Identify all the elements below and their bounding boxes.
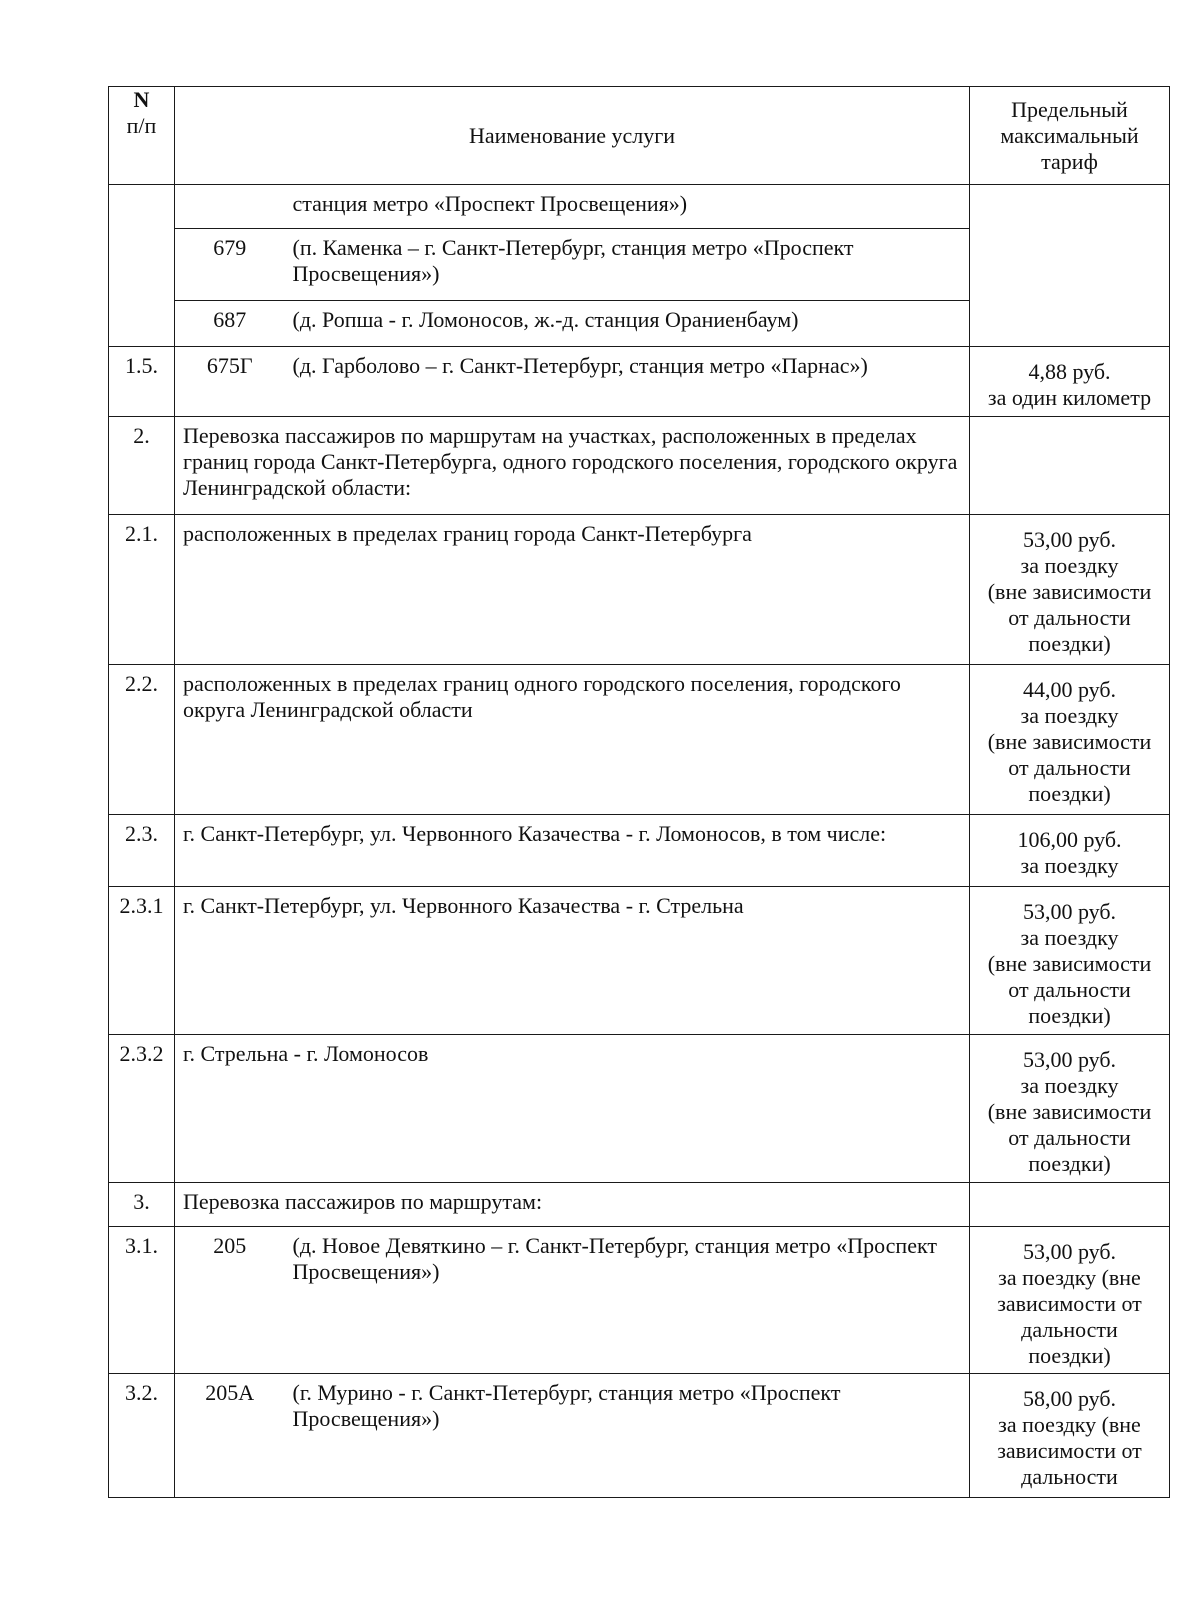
num-cell: 3. — [109, 1183, 175, 1227]
table-row — [109, 1183, 1170, 1227]
num-cell: 2.3.2 — [109, 1035, 175, 1183]
price-cell — [970, 347, 1170, 417]
price-unit: за поездку — [1020, 703, 1119, 728]
price-note: от дальности — [1008, 1125, 1131, 1150]
price-unit: за поездку — [1020, 925, 1119, 950]
route-cell: 205 — [175, 1227, 285, 1374]
desc-cell: г. Санкт-Петербург, ул. Червонного Казачества - г. Стрельна — [175, 887, 970, 1035]
desc-cell: станция метро «Проспект Просвещения») — [285, 185, 970, 229]
header-number — [109, 87, 175, 185]
price-unit: за поездку (вне — [998, 1412, 1141, 1437]
price-value: 53,00 руб. — [1022, 899, 1117, 924]
price-cell — [970, 815, 1170, 887]
price-note: поездки) — [1028, 1343, 1111, 1368]
price-cell — [970, 515, 1170, 665]
header-price-line2: максимальный — [1000, 122, 1139, 148]
header-price-line3: тариф — [1041, 148, 1098, 174]
price-value: 53,00 руб. — [1022, 1239, 1117, 1264]
price-note: (вне зависимости — [987, 729, 1152, 754]
route-cell: 679 — [175, 229, 285, 301]
price-value: 58,00 руб. — [1022, 1386, 1117, 1411]
price-cell-empty — [970, 1183, 1170, 1227]
table-row — [109, 887, 1170, 1035]
desc-cell: Перевозка пассажиров по маршрутам на участках, расположенных в пределах границ города Санкт-Петербурга, одного городского поселения, городского округа Ленинградской области: — [175, 417, 970, 515]
price-note: (вне зависимости — [987, 1099, 1152, 1124]
price-note: зависимости от — [997, 1291, 1142, 1316]
price-note: поездки) — [1028, 1151, 1111, 1176]
desc-cell: (п. Каменка – г. Санкт-Петербург, станция метро «Проспект Просвещения») — [285, 229, 970, 301]
price-note: (вне зависимости — [987, 579, 1152, 604]
desc-cell: г. Санкт-Петербург, ул. Червонного Казачества - г. Ломоносов, в том числе: — [175, 815, 970, 887]
num-cell: 2.2. — [109, 665, 175, 815]
desc-cell: (д. Ропша - г. Ломоносов, ж.-д. станция Ораниенбаум) — [285, 301, 970, 347]
num-cell: 2.1. — [109, 515, 175, 665]
header-price-line1: Предельный — [1011, 96, 1128, 122]
desc-cell: (д. Новое Девяткино – г. Санкт-Петербург, станция метро «Проспект Просвещения») — [285, 1227, 970, 1374]
price-note: от дальности — [1008, 977, 1131, 1002]
route-cell: 675Г — [175, 347, 285, 417]
header-number-line2: п/п — [126, 113, 157, 138]
num-cell: 1.5. — [109, 347, 175, 417]
header-service: Наименование услуги — [175, 87, 970, 185]
price-unit: за поездку — [1020, 1073, 1119, 1098]
table-header-row — [109, 87, 1170, 185]
table-row — [109, 515, 1170, 665]
desc-cell: расположенных в пределах границ города Санкт-Петербурга — [175, 515, 970, 665]
price-value: 4,88 руб. — [1028, 359, 1111, 384]
price-cell — [970, 1035, 1170, 1183]
price-unit: за поездку — [1020, 853, 1119, 878]
route-cell-empty — [175, 185, 285, 229]
tariff-table — [108, 86, 1170, 1498]
header-number-line1: N — [133, 87, 150, 112]
route-cell: 687 — [175, 301, 285, 347]
price-unit: за поездку — [1020, 553, 1119, 578]
price-cell — [970, 665, 1170, 815]
route-cell: 205А — [175, 1374, 285, 1498]
price-note: от дальности — [1008, 755, 1131, 780]
num-cell: 3.2. — [109, 1374, 175, 1498]
price-unit: за поездку (вне — [998, 1265, 1141, 1290]
desc-cell: (д. Гарболово – г. Санкт-Петербург, станция метро «Парнас») — [285, 347, 970, 417]
table-row — [109, 417, 1170, 515]
price-value: 53,00 руб. — [1022, 527, 1117, 552]
price-note: поездки) — [1028, 631, 1111, 656]
num-cell: 3.1. — [109, 1227, 175, 1374]
table-row — [109, 185, 1170, 229]
price-value: 53,00 руб. — [1022, 1047, 1117, 1072]
num-cell: 2.3.1 — [109, 887, 175, 1035]
price-cell — [970, 1227, 1170, 1374]
price-note: поездки) — [1028, 1003, 1111, 1028]
table-row — [109, 665, 1170, 815]
price-cell — [970, 887, 1170, 1035]
price-note: дальности — [1021, 1317, 1118, 1342]
desc-cell: расположенных в пределах границ одного городского поселения, городского округа Ленинградской области — [175, 665, 970, 815]
table-row — [109, 1035, 1170, 1183]
desc-cell: г. Стрельна - г. Ломоносов — [175, 1035, 970, 1183]
price-cell-empty — [970, 417, 1170, 515]
price-cell-empty — [970, 185, 1170, 347]
num-cell: 2. — [109, 417, 175, 515]
desc-cell: (г. Мурино - г. Санкт-Петербург, станция метро «Проспект Просвещения») — [285, 1374, 970, 1498]
price-note: зависимости от — [997, 1438, 1142, 1463]
desc-cell: Перевозка пассажиров по маршрутам: — [175, 1183, 970, 1227]
price-note: от дальности — [1008, 605, 1131, 630]
table-row — [109, 1227, 1170, 1374]
table-row — [109, 1374, 1170, 1498]
table-row — [109, 347, 1170, 417]
price-cell — [970, 1374, 1170, 1498]
num-cell: 2.3. — [109, 815, 175, 887]
price-note: дальности — [1021, 1464, 1118, 1489]
table-row — [109, 815, 1170, 887]
header-price — [970, 87, 1170, 185]
price-unit: за один километр — [987, 385, 1152, 410]
price-value: 44,00 руб. — [1022, 677, 1117, 702]
price-note: поездки) — [1028, 781, 1111, 806]
num-cell-empty — [109, 185, 175, 347]
price-note: (вне зависимости — [987, 951, 1152, 976]
price-value: 106,00 руб. — [1017, 827, 1122, 852]
